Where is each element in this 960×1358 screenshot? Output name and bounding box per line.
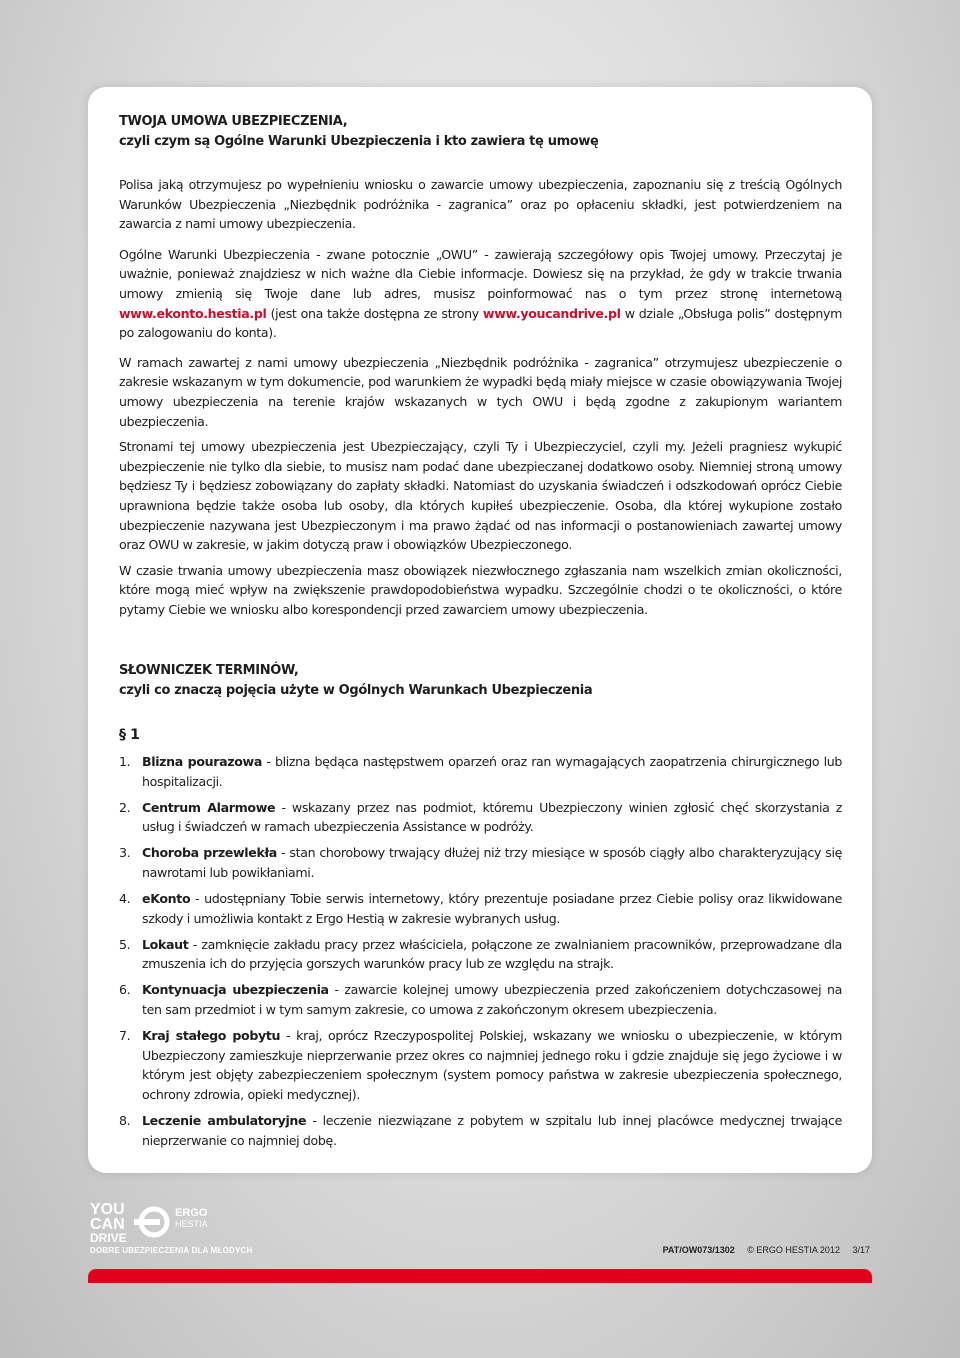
term-number: 8. — [119, 1112, 131, 1128]
term-definition: - zamknięcie zakładu pracy przez właściciela, połączone ze zwalnianiem pracowników, przeprowadzane dla zmuszenia ich do przyjęcia gorszych warunków pracy lub ze względu na strajk. — [142, 936, 842, 972]
term-definition: - zawarcie kolejnej umowy ubezpieczenia przed zakończeniem dotychczasowej na ten sam przedmiot i w tym samym zakresie, co umowa z zakończonym okresem ubezpieczenia. — [142, 982, 842, 1017]
logo-drive: DRIVE — [90, 1231, 127, 1245]
term-number: 2. — [119, 799, 131, 815]
youcandrive-link[interactable]: www.youcandrive.pl — [482, 305, 621, 321]
term-name: eKonto — [142, 891, 191, 907]
paragraph-2-text-a: Ogólne Warunki Ubezpieczenia - zwane potocznie „OWU” - zawierają szczegółowy opis Twojej umowy. Przeczytaj je uważnie, ponieważ znajdziesz w nich ważne dla Ciebie informacje. Dowiesz się na przykład, że gdy w trakcie trwania umowy zmienią się Twoje dane lub adres, musisz poinformować nas o tym przez stronę internetową — [119, 246, 842, 301]
term-definition: - leczenie niezwiązane z pobytem w szpitalu lub innej placówce medycznej trwające nieprzerwanie co najmniej dobę. — [142, 1112, 842, 1148]
section1-paragraph-2 — [119, 245, 842, 343]
page-number: 3/17 — [852, 1245, 870, 1255]
terms-list — [119, 752, 842, 1150]
paragraph-2-text-c: w dziale „Obsługa polis” dostępnym po zalogowaniu do konta). — [119, 305, 842, 341]
term-name: Lokaut — [142, 936, 189, 952]
term-number: 6. — [119, 982, 131, 998]
logo-ring-bar — [134, 1219, 160, 1225]
term-item — [119, 843, 842, 882]
term-number: 3. — [119, 845, 131, 861]
section2-subtitle: czyli co znaczą pojęcia użyte w Ogólnych Warunkach Ubezpieczenia — [119, 682, 593, 698]
term-item — [119, 980, 842, 1019]
term-item — [119, 798, 842, 837]
term-number: 5. — [119, 936, 131, 952]
term-number: 4. — [119, 891, 131, 907]
term-item — [119, 935, 842, 974]
term-name: Kontynuacja ubezpieczenia — [142, 982, 329, 998]
copyright: © ERGO HESTIA 2012 — [747, 1245, 840, 1255]
term-number: 1. — [119, 753, 131, 769]
paragraph-mark: § 1 — [119, 727, 140, 744]
term-name: Centrum Alarmowe — [142, 799, 276, 815]
term-number: 7. — [119, 1028, 131, 1044]
term-name: Kraj stałego pobytu — [142, 1028, 281, 1044]
footer-bar — [88, 1269, 872, 1283]
youcandrive-logo-graphic — [90, 1200, 250, 1246]
term-definition: - udostępniany Tobie serwis internetowy, który prezentuje posiadane przez Ciebie polisy oraz likwidowane szkody i umożliwia kontakt z Ergo Hestią w zakresie wybranych usług. — [142, 891, 842, 926]
term-definition: - kraj, oprócz Rzeczypospolitej Polskiej, wskazany we wniosku o ubezpieczenie, w którym Ubezpieczony zamieszkuje nieprzerwanie przez okres co najmniej jednego roku i gdzie znajduje się jego życiowe i w którym jest objęty zabezpieczeniem społecznym (system pomocy państwa w zakresie ubezpieczenia społecznego, ochrony zdrowia, opieki medycznej). — [142, 1028, 842, 1102]
term-item — [119, 752, 842, 791]
section1-paragraph-5: W czasie trwania umowy ubezpieczenia masz obowiązek niezwłocznego zgłaszania nam wszelkich zmian okoliczności, które mogą mieć wpływ na zwiększenie prawdopodobieństwa wypadku. Szczególnie chodzi o te okoliczności, o które pytamy Ciebie we wniosku albo korespondencji przed zawarciem umowy ubezpieczenia. — [119, 562, 842, 617]
term-definition: - blizna będąca następstwem oparzeń oraz ran wymagających zaopatrzenia chirurgicznego lub hospitalizacji. — [142, 753, 842, 789]
logo-ergo: ERGO — [175, 1207, 208, 1219]
document-code: PAT/OW073/1302 — [662, 1245, 735, 1255]
term-definition: - wskazany przez nas podmiot, któremu Ubezpieczony winien zgłosić chęć skorzystania z usług i świadczeń w ramach ubezpieczenia Assistance w podróży. — [142, 799, 843, 835]
term-name: Blizna pourazowa — [142, 753, 262, 769]
section2-title: SŁOWNICZEK TERMINÓW, — [119, 663, 299, 679]
term-item — [119, 889, 842, 928]
logo-can: CAN — [90, 1216, 125, 1233]
footer-tagline: DOBRE UBEZPIECZENIA DLA MŁODYCH — [90, 1246, 253, 1255]
section1-paragraph-1: Polisa jaką otrzymujesz po wypełnieniu wniosku o zawarcie umowy ubezpieczenia, zapoznaniu się z treścią Ogólnych Warunków Ubezpieczenia „Niezbędnik podróżnika - zagranica” oraz po opłaceniu składki, jest potwierdzeniem na zawarcia z nami umowy ubezpieczenia. — [119, 177, 842, 232]
document-content — [119, 112, 842, 1157]
section1-paragraph-3: W ramach zawartej z nami umowy ubezpieczenia „Niezbędnik podróżnika - zagranica” otrzymujesz ubezpieczenie o zakresie wskazanym w tym dokumencie, pod warunkiem że wypadki będą miały miejsce w czasie obowiązywania Twojej umowy ubezpieczenia na terenie krajów wskazanych w tych OWU i będą zgodne z zakupionym wariantem ubezpieczenia. — [119, 354, 842, 429]
logo-you: YOU — [90, 1201, 125, 1218]
paragraph-2-text-b: (jest ona także dostępna ze strony — [266, 305, 483, 321]
section1-paragraph-4: Stronami tej umowy ubezpieczenia jest Ubezpieczający, czyli Ty i Ubezpieczyciel, czyli my. Jeżeli pragniesz wykupić ubezpieczenie nie tylko dla siebie, to musisz nam podać dane ubezpieczanej dodatkowo osoby. Niemniej stroną umowy będziesz Ty i będziesz zobowiązany do zapłaty składki. Natomiast do uzyskania świadczeń i odszkodowań oprócz Ciebie uprawniona będzie także osoba lub osoby, dla których kupiłeś ubezpieczenie. Osoba, dla której wykupione zostało ubezpieczenie nazywana jest Ubezpieczonym i ma prawo żądać od nas informacji o postanowieniach zawartej umowy oraz OWU w zakresie, w jakim dotyczą praw i obowiązków Ubezpieczonego. — [119, 439, 842, 553]
term-name: Choroba przewlekła — [142, 845, 277, 861]
footer-info — [663, 1245, 870, 1255]
ekonto-link[interactable]: www.ekonto.hestia.pl — [119, 305, 267, 321]
section1-subtitle: czyli czym są Ogólne Warunki Ubezpieczenia i kto zawiera tę umowę — [119, 133, 599, 149]
term-item — [119, 1111, 842, 1150]
term-name: Leczenie ambulatoryjne — [142, 1112, 307, 1128]
term-definition: - stan chorobowy trwający dłużej niż trzy miesiące w sposób ciągły albo charakteryzujący się nawrotami lub powikłaniami. — [142, 845, 842, 880]
section1-title: TWOJA UMOWA UBEZPIECZENIA, — [119, 114, 348, 129]
logo-hestia: HESTIA — [175, 1219, 208, 1229]
term-item — [119, 1026, 842, 1104]
